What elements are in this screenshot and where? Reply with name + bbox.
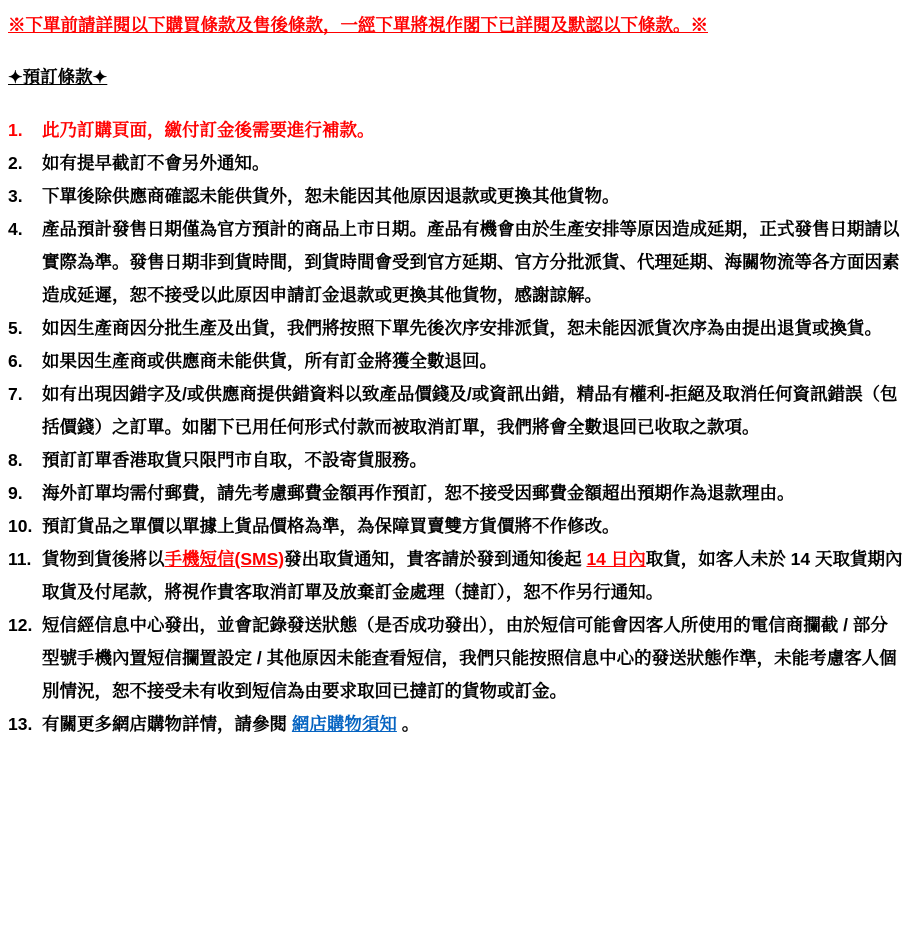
term-number: 12. [8,615,33,635]
term-item [8,312,903,345]
term-item [8,510,903,543]
term-segment: 預訂訂單香港取貨只限門市自取，不設寄貨服務。 [42,450,427,470]
term-number: 1. [8,120,23,140]
term-number: 6. [8,351,23,371]
term-item [8,345,903,378]
term-item [8,147,903,180]
term-item [8,543,903,609]
term-item [8,444,903,477]
term-number: 3. [8,186,23,206]
term-item [8,477,903,510]
term-segment: 貨物到貨後將以 [42,549,165,569]
term-number: 10. [8,516,33,536]
page-title: ※下單前請詳閱以下購買條款及售後條款，一經下單將視作閣下已詳閱及默認以下條款。※ [8,15,708,35]
term-segment: 預訂貨品之單價以單據上貨品價格為準，為保障買賣雙方貨價將不作修改。 [42,516,620,536]
term-number: 8. [8,450,23,470]
term-text [42,609,903,708]
highlighted-red-text: 手機短信(SMS) [164,549,285,569]
term-item [8,609,903,708]
term-segment: 海外訂單均需付郵費，請先考慮郵費金額再作預訂，恕不接受因郵費金額超出預期作為退款理由。 [42,483,795,503]
term-text [42,213,903,312]
term-item [8,114,903,147]
term-segment: 如果因生產商或供應商未能供貨，所有訂金將獲全數退回。 [42,351,497,371]
term-segment: 有關更多網店購物詳情，請參閱 [42,714,292,734]
term-text [42,114,903,147]
term-segment: 。 [396,714,420,734]
term-text [42,378,903,444]
term-number: 13. [8,714,33,734]
term-segment: 產品預計發售日期僅為官方預計的商品上市日期。產品有機會由於生產安排等原因造成延期，正式發售日期請以實際為準。發售日期非到貨時間，到貨時間會受到官方延期、官方分批派貨、代理延期、海關物流等各方面因素造成延遲，恕不接受以此原因申請訂金退款或更換其他貨物，感謝諒解。 [42,219,900,305]
term-segment: 此乃訂購頁面，繳付訂金後需要進行補款。 [42,120,375,140]
term-segment: 短信經信息中心發出，並會記錄發送狀態（是否成功發出），由於短信可能會因客人所使用的電信商攔截 / 部分型號手機內置短信攔置設定 / 其他原因未能查看短信，我們只能按照信息中心的發送狀態作準，未能考慮客人個別情況，恕不接受未有收到短信為由要求取回已撻訂的貨物或訂金。 [42,615,897,701]
term-number: 5. [8,318,23,338]
term-item [8,378,903,444]
term-item [8,180,903,213]
term-text [42,147,903,180]
term-number: 9. [8,483,23,503]
term-item [8,213,903,312]
term-number: 11. [8,549,32,569]
term-text [42,444,903,477]
term-text [42,708,903,741]
highlighted-red-text: 14 日內 [586,549,646,569]
term-segment: 如有出現因錯字及/或供應商提供錯資料以致產品價錢及/或資訊出錯，精品有權利-拒絕及取消任何資訊錯誤（包括價錢）之訂單。如閣下已用任何形式付款而被取消訂單，我們將會全數退回已收取之款項。 [42,384,898,437]
term-number: 7. [8,384,23,404]
term-segment: 發出取貨通知，貴客請於發到通知後起 [284,549,587,569]
term-segment: 如因生產商因分批生產及出貨，我們將按照下單先後次序安排派貨，恕未能因派貨次序為由提出退貨或換貨。 [42,318,882,338]
term-text [42,543,903,609]
term-number: 4. [8,219,23,239]
section-header-preorder-terms: ✦預訂條款✦ [8,67,108,87]
term-segment: 下單後除供應商確認未能供貨外，恕未能因其他原因退款或更換其他貨物。 [42,186,620,206]
term-segment: 如有提早截訂不會另外通知。 [42,153,270,173]
terms-list [8,114,903,741]
term-number: 2. [8,153,23,173]
term-text [42,510,903,543]
term-text [42,345,903,378]
term-text [42,477,903,510]
term-item [8,708,903,741]
term-segment: 取貨，如客人未於 14 天取貨期內取貨及付尾款，將視作貴客取消訂單及放棄訂金處理（撻訂），恕不作另行通知。 [42,549,903,602]
term-text [42,180,903,213]
shop-guide-link[interactable]: 網店購物須知 [291,714,397,734]
term-text [42,312,903,345]
